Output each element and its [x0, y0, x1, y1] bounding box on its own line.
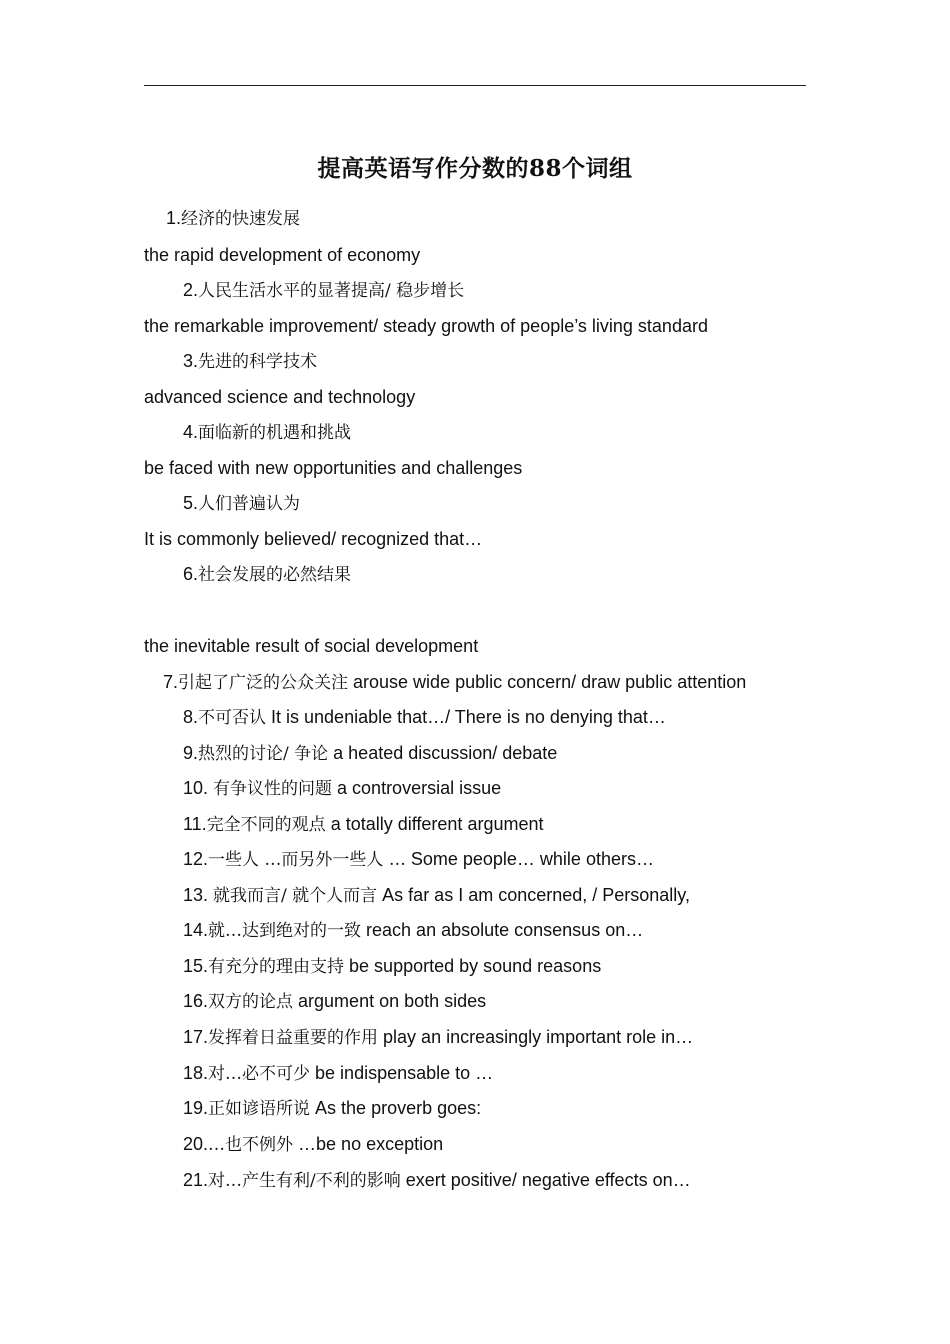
list-item: 7.引起了广泛的公众关注 arouse wide public concern/ draw public attention [163, 672, 747, 693]
list-item: 18.对…必不可少 be indispensable to … [183, 1063, 494, 1084]
list-item: 5.人们普遍认为 [183, 493, 301, 514]
header-rule [144, 85, 806, 86]
list-item: 2.人民生活水平的显著提高/ 稳步增长 [183, 280, 465, 301]
list-item: 13. 就我而言/ 就个人而言 As far as I am concerned, / Personally, [183, 885, 690, 906]
list-item: 3.先进的科学技术 [183, 351, 318, 372]
list-item-english: the rapid development of economy [144, 245, 421, 265]
list-item: 6.社会发展的必然结果 [183, 564, 352, 585]
list-item-english: advanced science and technology [144, 387, 416, 407]
list-item: 20.…也不例外 …be no exception [183, 1134, 444, 1155]
list-item-english: the inevitable result of social development [144, 636, 479, 656]
list-item: 1.经济的快速发展 [166, 208, 301, 229]
list-item: 14.就…达到绝对的一致 reach an absolute consensus on… [183, 920, 644, 941]
list-item: 11.完全不同的观点 a totally different argument [183, 814, 544, 835]
list-item: 19.正如谚语所说 As the proverb goes: [183, 1098, 482, 1119]
list-item: 15.有充分的理由支持 be supported by sound reasons [183, 956, 602, 977]
list-item: 9.热烈的讨论/ 争论 a heated discussion/ debate [183, 743, 558, 764]
list-item: 10. 有争议性的问题 a controversial issue [183, 778, 502, 799]
list-item: 12.一些人 …而另外一些人 … Some people… while others… [183, 849, 654, 870]
list-item-english: be faced with new opportunities and challenges [144, 458, 523, 478]
list-item: 17.发挥着日益重要的作用 play an increasingly important role in… [183, 1027, 694, 1048]
list-item: 16.双方的论点 argument on both sides [183, 991, 487, 1012]
list-item: 8.不可否认 It is undeniable that…/ There is no denying that… [183, 707, 666, 728]
list-item: 21.对…产生有利/不利的影响 exert positive/ negative effects on… [183, 1170, 691, 1191]
page-title: 提高英语写作分数的88个词组 [317, 155, 633, 182]
list-item: 4.面临新的机遇和挑战 [183, 422, 352, 443]
list-item-english: the remarkable improvement/ steady growth of people’s living standard [144, 316, 708, 336]
list-item-english: It is commonly believed/ recognized that… [144, 529, 483, 549]
